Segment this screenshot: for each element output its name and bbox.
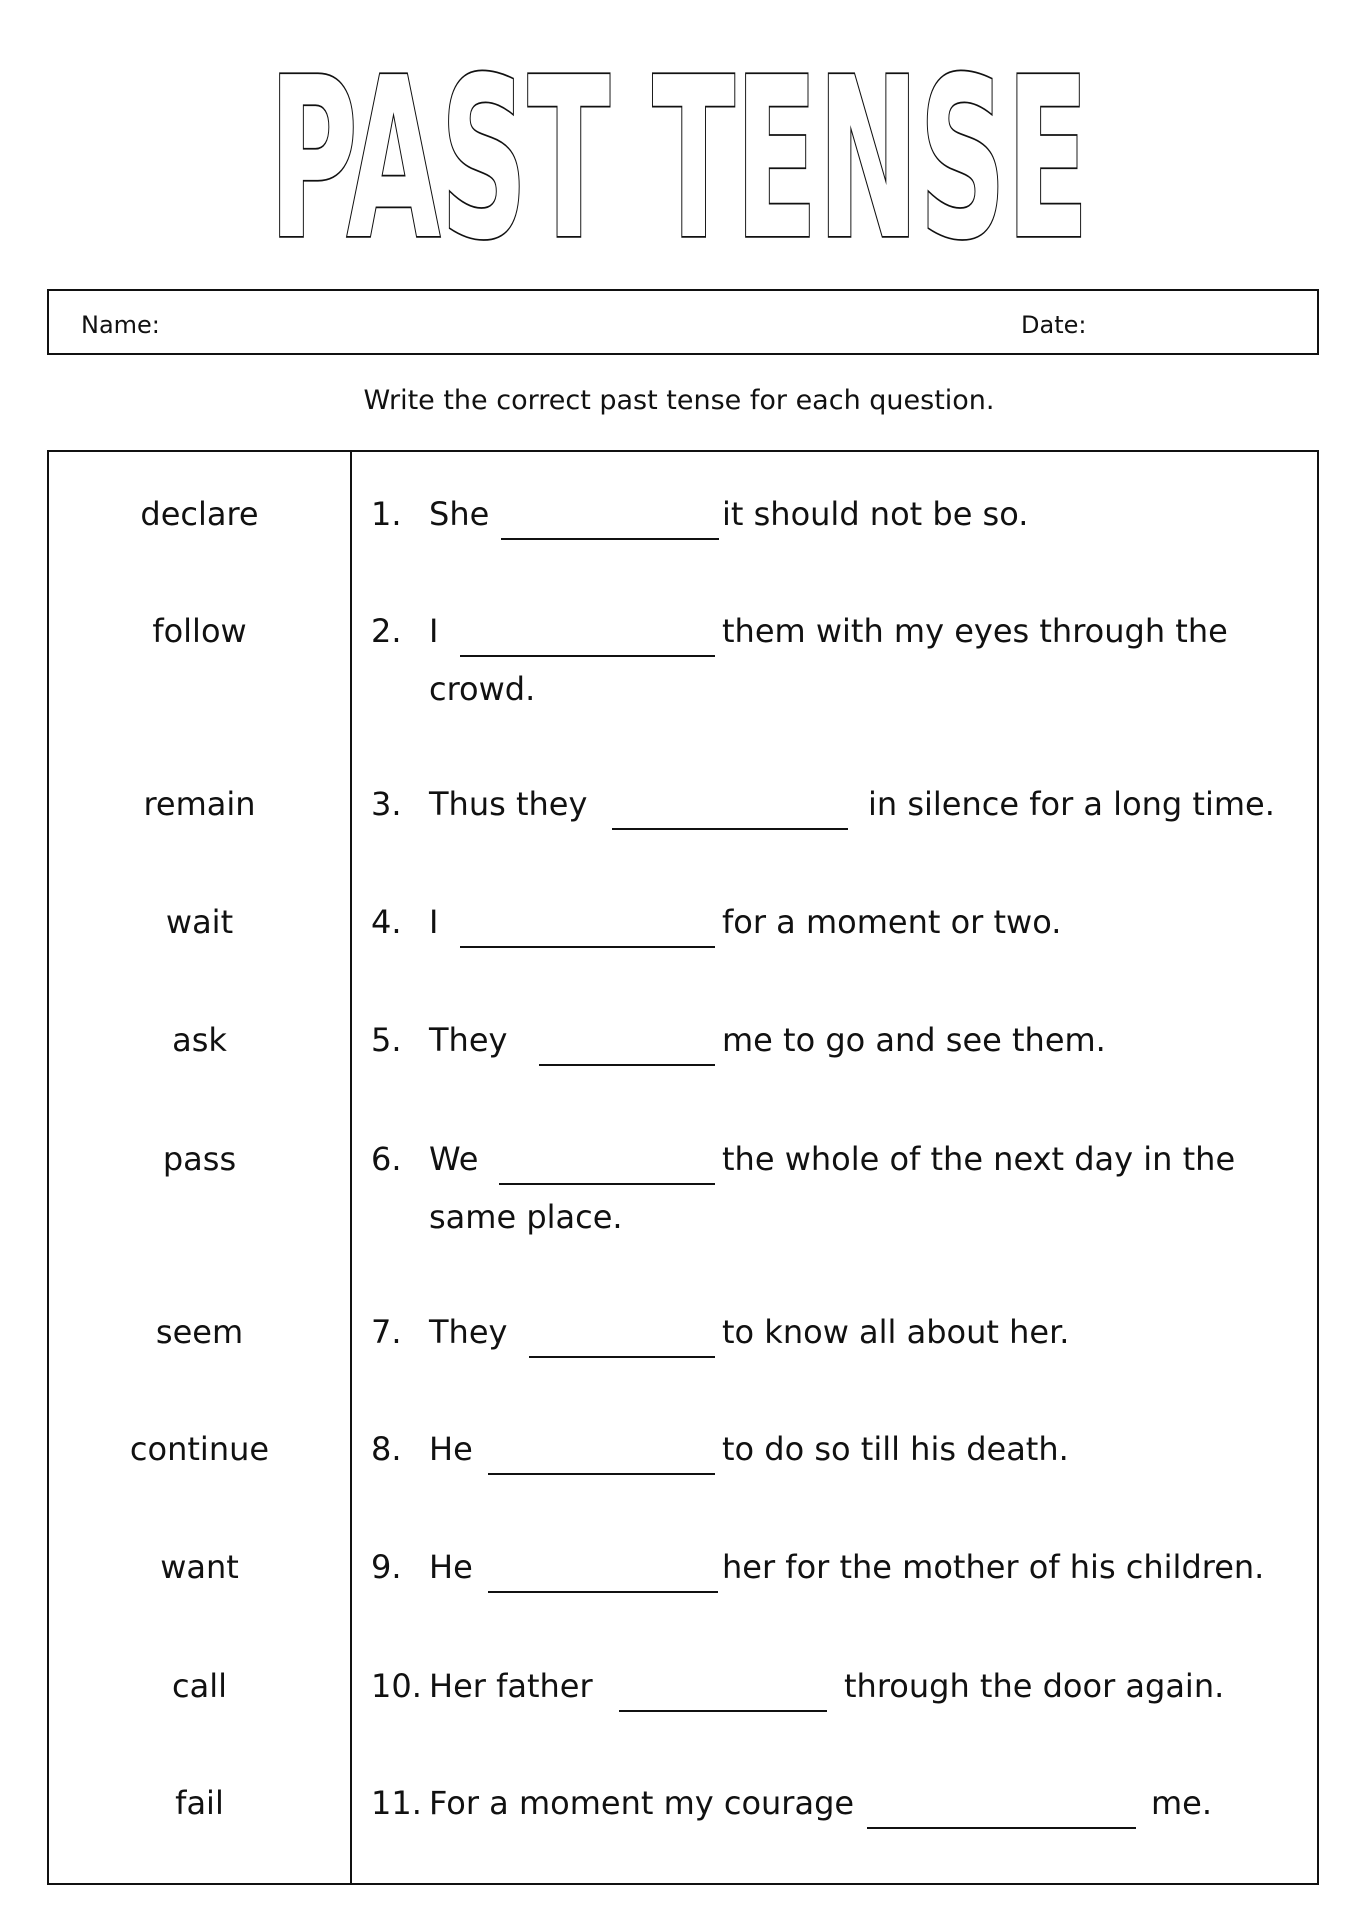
question-text-continuation: crowd. [429, 670, 536, 708]
question-number: 11. [371, 1784, 422, 1822]
name-label: Name: [81, 311, 160, 339]
question-text-after: them with my eyes through the [722, 612, 1228, 650]
answer-blank[interactable] [529, 1356, 715, 1358]
question-text-after: me. [1151, 1784, 1213, 1822]
column-divider [350, 452, 352, 1883]
verb-item: declare [140, 495, 259, 533]
question-number: 8. [371, 1430, 402, 1468]
question-text-before: Thus they [429, 785, 588, 823]
question-text-after: to do so till his death. [722, 1430, 1069, 1468]
question-text-after: for a moment or two. [722, 903, 1062, 941]
question-number: 1. [371, 495, 402, 533]
question-text-before: They [429, 1021, 508, 1059]
question-text-after: me to go and see them. [722, 1021, 1106, 1059]
verb-item: fail [175, 1784, 224, 1822]
verb-item: pass [162, 1140, 237, 1178]
verb-item: follow [152, 612, 247, 650]
question-text-after: it should not be so. [722, 495, 1029, 533]
question-text-before: He [429, 1548, 473, 1586]
question-text-before: She [429, 495, 490, 533]
question-number: 9. [371, 1548, 402, 1586]
answer-blank[interactable] [488, 1591, 718, 1593]
answer-blank[interactable] [460, 655, 715, 657]
title-text: PAST TENSE [269, 68, 1089, 248]
verb-item: ask [172, 1021, 227, 1059]
answer-blank[interactable] [499, 1183, 715, 1185]
question-text-after: the whole of the next day in the [722, 1140, 1236, 1178]
verb-item: continue [129, 1430, 270, 1468]
answer-blank[interactable] [488, 1473, 715, 1475]
answer-blank[interactable] [460, 946, 715, 948]
answer-blank[interactable] [501, 538, 719, 540]
verb-item: remain [143, 785, 256, 823]
answer-blank[interactable] [619, 1710, 827, 1712]
question-text-after: her for the mother of his children. [722, 1548, 1265, 1586]
answer-blank[interactable] [867, 1827, 1136, 1829]
question-number: 3. [371, 785, 402, 823]
question-text-after: through the door again. [844, 1667, 1225, 1705]
worksheet-title [0, 68, 1358, 248]
exercise-table [47, 450, 1319, 1885]
verb-item: call [172, 1667, 227, 1705]
question-text-before: For a moment my courage [429, 1784, 855, 1822]
question-text-before: He [429, 1430, 473, 1468]
answer-blank[interactable] [612, 828, 848, 830]
question-text-after: to know all about her. [722, 1313, 1070, 1351]
date-label: Date: [1021, 311, 1087, 339]
verb-item: seem [155, 1313, 244, 1351]
question-text-before: They [429, 1313, 508, 1351]
question-text-before: I [429, 903, 439, 941]
verb-item: want [160, 1548, 239, 1586]
question-number: 10. [371, 1667, 422, 1705]
instruction-text: Write the correct past tense for each question. [363, 385, 995, 416]
question-number: 4. [371, 903, 402, 941]
question-number: 2. [371, 612, 402, 650]
question-text-before: We [429, 1140, 479, 1178]
question-number: 6. [371, 1140, 402, 1178]
question-text-before: Her father [429, 1667, 593, 1705]
verb-item: wait [165, 903, 234, 941]
question-text-continuation: same place. [429, 1198, 623, 1236]
question-text-before: I [429, 612, 439, 650]
answer-blank[interactable] [539, 1064, 715, 1066]
question-text-after: in silence for a long time. [868, 785, 1275, 823]
question-number: 7. [371, 1313, 402, 1351]
question-number: 5. [371, 1021, 402, 1059]
name-date-box [47, 289, 1319, 355]
